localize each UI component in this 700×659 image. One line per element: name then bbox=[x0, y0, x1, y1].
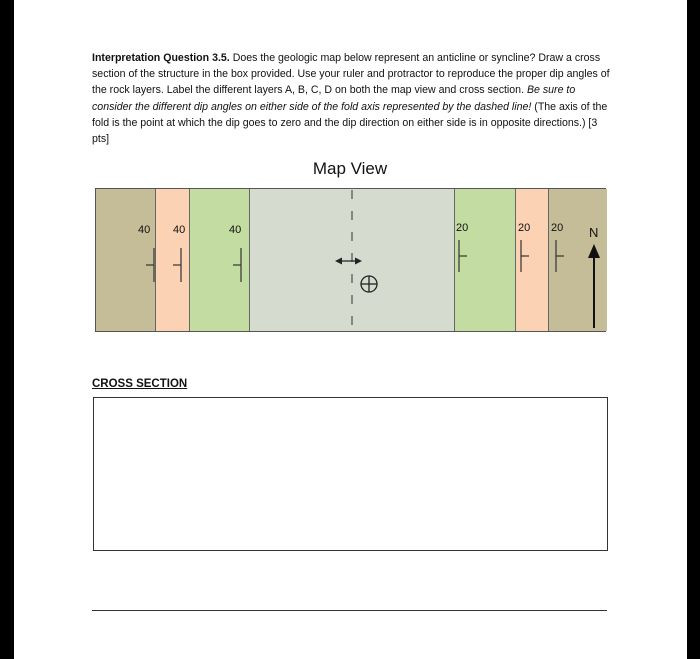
left-dark-border bbox=[0, 0, 14, 659]
right-dark-border bbox=[687, 0, 700, 659]
horizontal-beds-icon bbox=[361, 276, 377, 292]
question-title: Interpretation Question 3.5. bbox=[92, 52, 230, 64]
north-label: N bbox=[589, 225, 599, 240]
north-arrow-icon bbox=[588, 244, 600, 328]
question-text-1: Does the geologic map below represent an anticline or syncline? Draw a cross section of the structure in the box provided. Use your ruler and protractor to reproduce the proper dip angles of the rock layers. Label the different layers A, B, C, D on both the map view and cross section. bbox=[92, 52, 610, 97]
dip-label-3: 40 bbox=[229, 224, 242, 236]
map-view-title: Map View bbox=[312, 159, 388, 178]
question-paragraph bbox=[92, 50, 612, 147]
dip-label-1: 40 bbox=[138, 224, 151, 236]
cross-section-title: CROSS SECTION bbox=[92, 378, 188, 390]
dip-label-6: 20 bbox=[551, 222, 564, 234]
answer-line bbox=[92, 610, 607, 611]
question-text-2: (The axis of the fold is the point at which the dip goes to zero and the dip direction on either side is in opposite directions.) [3 pts] bbox=[92, 100, 608, 146]
dip-label-2: 40 bbox=[173, 224, 186, 236]
dip-label-4: 20 bbox=[456, 222, 469, 234]
fold-axis-arrow-icon bbox=[335, 258, 362, 265]
cross-section-drawing-box[interactable] bbox=[93, 397, 608, 551]
question-emphasis: Be sure to consider the different dip angles on either side of the fold axis represented by the dashed line! bbox=[92, 84, 576, 113]
dip-label-5: 20 bbox=[518, 222, 531, 234]
map-symbols bbox=[95, 188, 606, 332]
